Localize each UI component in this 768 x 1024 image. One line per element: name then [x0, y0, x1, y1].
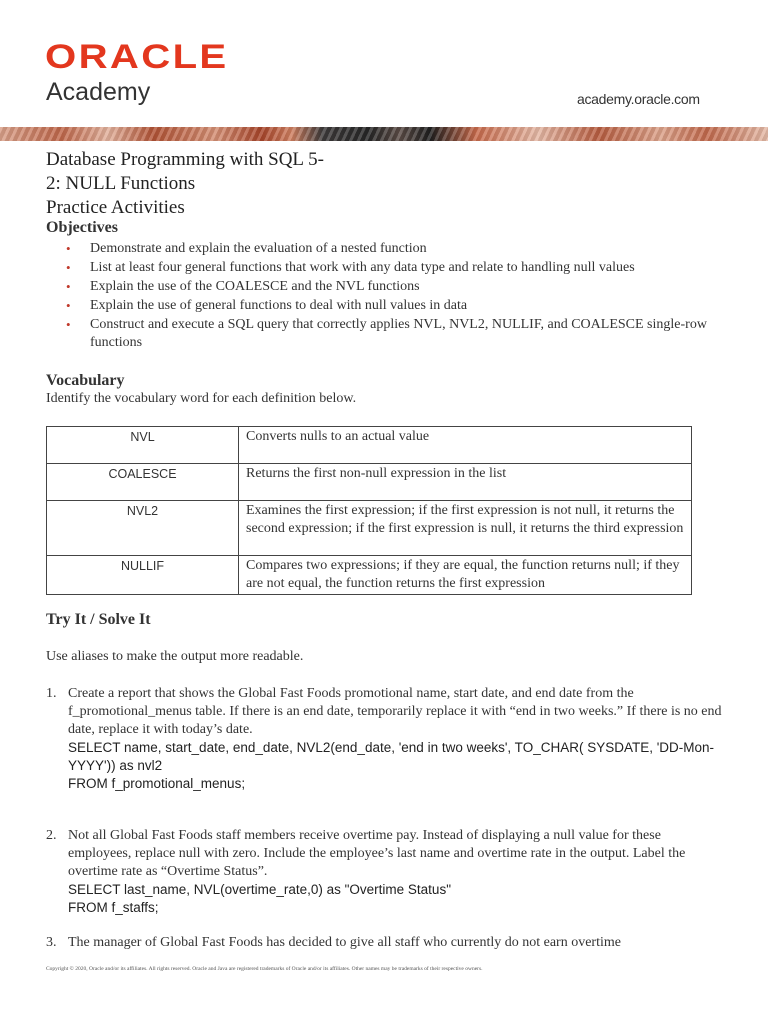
vocab-definition: Compares two expressions; if they are equal, the function returns null; if they are not equal, the function returns the first expression [239, 556, 692, 595]
task-number: 3. [46, 935, 57, 950]
vocab-term: NVL2 [47, 501, 239, 556]
task-item-3 [46, 934, 726, 952]
task-text: Not all Global Fast Foods staff members receive overtime pay. Instead of displaying a null value for these employees, replace null with zero. Include the employee’s last name and overtime rate in the output. Label the overtime rate as “Overtime Status”. [68, 828, 686, 879]
vocabulary-intro: Identify the vocabulary word for each definition below. [46, 391, 357, 406]
vocab-definition: Converts nulls to an actual value [239, 427, 692, 464]
task-code-line: SELECT name, start_date, end_date, NVL2(end_date, 'end in two weeks', TO_CHAR( SYSDATE, 'DD-Mon-YYYY')) as nvl2 [68, 740, 715, 773]
task-item-2 [46, 827, 726, 917]
vocab-row [47, 556, 692, 595]
title-line-1: Database Programming with SQL 5- [46, 149, 324, 170]
site-url: academy.oracle.com [577, 91, 700, 107]
try-it-heading: Try It / Solve It [46, 611, 151, 628]
objective-item: • Explain the use of general functions to deal with null values in data [46, 297, 726, 315]
task-text: Create a report that shows the Global Fast Foods promotional name, start date, and end date from the f_promotional_menus table. If there is an end date, temporarily replace it with “end in two weeks.” If there is no end date, replace it with today’s date. [68, 686, 722, 737]
task-number: 1. [46, 686, 57, 701]
vocab-term: COALESCE [47, 464, 239, 501]
task-code-line: SELECT last_name, NVL(overtime_rate,0) as "Overtime Status" [68, 882, 451, 897]
decorative-banner [0, 127, 768, 141]
academy-logo-text: Academy [46, 78, 151, 106]
aliases-note: Use aliases to make the output more readable. [46, 649, 304, 664]
objectives-list [46, 240, 726, 353]
objective-item: • Demonstrate and explain the evaluation of a nested function [46, 240, 726, 258]
page-title [46, 148, 376, 220]
task-number: 2. [46, 828, 57, 843]
vocab-row [47, 427, 692, 464]
task-text: The manager of Global Fast Foods has decided to give all staff who currently do not earn overtime [68, 935, 621, 950]
vocab-row [47, 464, 692, 501]
vocab-definition: Examines the first expression; if the first expression is not null, it returns the second expression; if the first expression is null, it returns the third expression [239, 501, 692, 556]
vocabulary-heading: Vocabulary [46, 372, 125, 389]
oracle-logo: ORACLE [45, 38, 229, 76]
task-item-1 [46, 685, 726, 793]
vocab-term: NVL [47, 427, 239, 464]
title-line-3: Practice Activities [46, 197, 185, 218]
copyright-footer: Copyright © 2020, Oracle and/or its affiliates. All rights reserved. Oracle and Java are registered trademarks of Oracle and/or its affiliates. Other names may be trademarks of their respective owners. [46, 966, 483, 972]
task-code-line: FROM f_promotional_menus; [68, 776, 246, 791]
vocabulary-table [46, 426, 692, 595]
vocab-row [47, 501, 692, 556]
vocab-term: NULLIF [47, 556, 239, 595]
title-line-2: 2: NULL Functions [46, 173, 196, 194]
objective-item: • List at least four general functions that work with any data type and relate to handling null values [46, 259, 726, 277]
vocab-definition: Returns the first non-null expression in the list [239, 464, 692, 501]
objective-item: • Explain the use of the COALESCE and the NVL functions [46, 278, 726, 296]
task-code-line: FROM f_staffs; [68, 900, 159, 915]
objectives-heading: Objectives [46, 219, 118, 236]
objective-item: • Construct and execute a SQL query that correctly applies NVL, NVL2, NULLIF, and COALESCE single-row functions [46, 316, 726, 352]
